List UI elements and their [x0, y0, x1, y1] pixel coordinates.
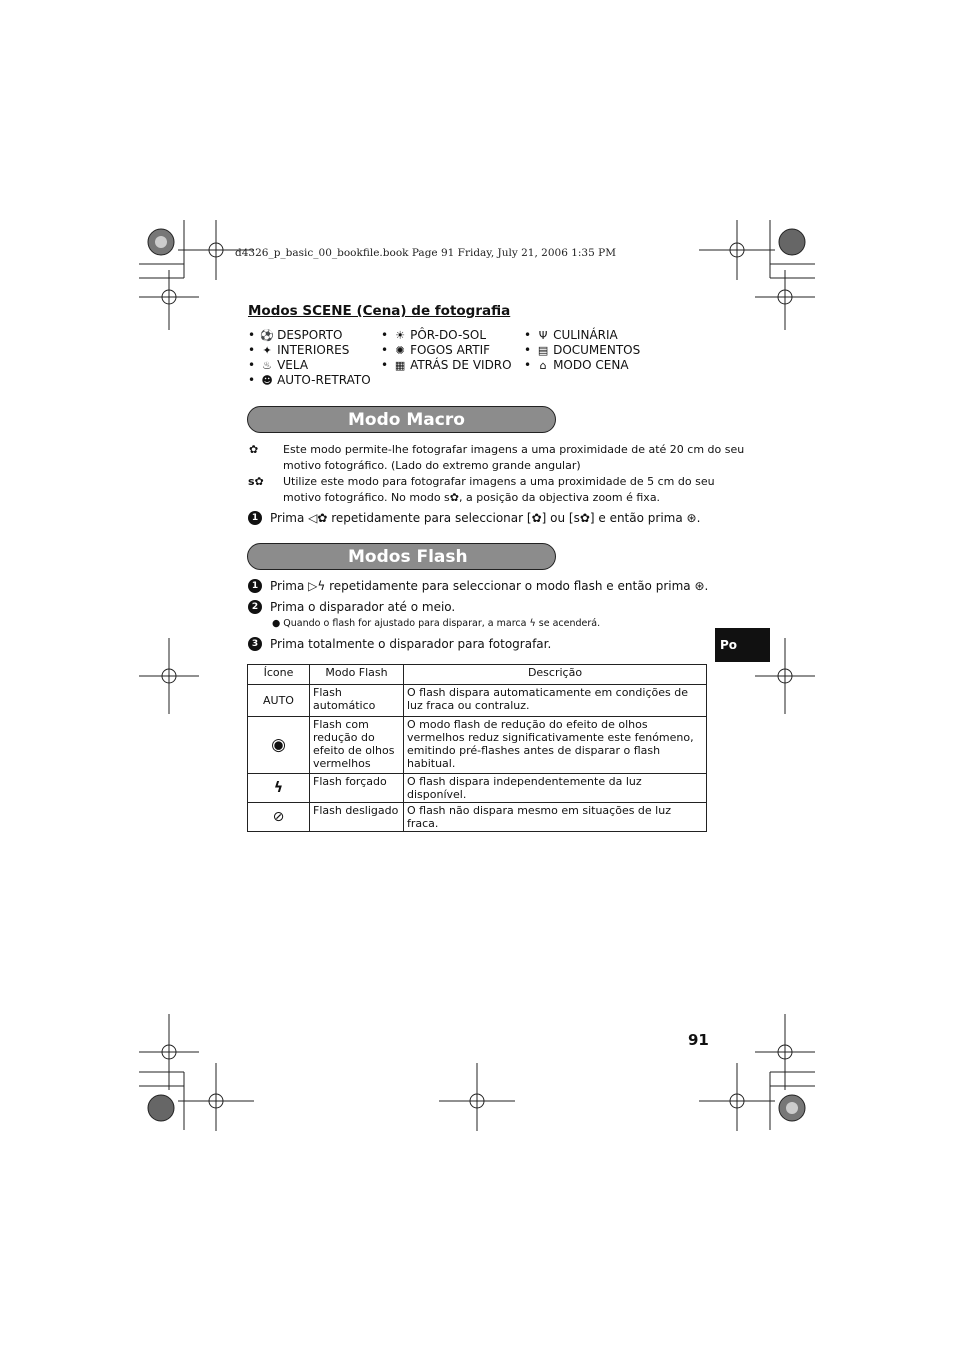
list-item: • ☀ PÔR-DO-SOL [381, 328, 487, 342]
scene-section-title: Modos SCENE (Cena) de fotografia [248, 303, 511, 319]
fireworks-icon: ✺ [395, 344, 405, 357]
indoor-icon: ✦ [262, 344, 272, 357]
list-item: • Ψ CULINÁRIA [524, 328, 618, 342]
list-item: • ▦ ATRÁS DE VIDRO [381, 358, 512, 372]
table-row: ⊘ Flash desligado O flash não dispara mesmo em situações de luz fraca. [248, 803, 707, 832]
list-item: • ⌂ MODO CENA [524, 358, 629, 372]
step-number: 1 [248, 579, 262, 593]
page-number: 91 [688, 1031, 709, 1049]
scene-list-col3 [524, 328, 640, 373]
red-eye-icon: ◉ [248, 717, 310, 774]
macro-section-heading: Modo Macro [247, 406, 556, 433]
macro-icon: ✿ [249, 443, 259, 456]
macro-description: Este modo permite-lhe fotografar imagens a uma proximidade de até 20 cm do seu motivo fotográfico. (Lado do extremo grande angular) [283, 443, 745, 472]
step-number: 2 [248, 600, 262, 614]
header-mode: Modo Flash [310, 665, 404, 685]
scene-list-col2 [381, 328, 512, 373]
flash-off-icon: ⊘ [248, 803, 310, 832]
table-row: AUTO Flash automático O flash dispara automaticamente em condições de luz fraca ou contraluz. [248, 685, 707, 717]
list-item: • ⚽ DESPORTO [248, 328, 343, 342]
list-item: • ☻ AUTO-RETRATO [248, 373, 371, 387]
step-number: 3 [248, 637, 262, 651]
self-portrait-icon: ☻ [261, 374, 273, 387]
supermacro-description: Utilize este modo para fotografar imagens a uma proximidade de 5 cm do seu motivo fotográfico. No modo s✿, a posição da objectiva zoom é fixa. [283, 475, 715, 504]
table-row: ϟ Flash forçado O flash dispara independentemente da luz disponível. [248, 774, 707, 803]
candle-icon: ♨ [262, 359, 273, 372]
list-item: • ✺ FOGOS ARTIF [381, 343, 491, 357]
flash-auto-icon: AUTO [248, 685, 310, 717]
file-header: d4326_p_basic_00_bookfile.book Page 91 Friday, July 21, 2006 1:35 PM [235, 247, 616, 259]
supermacro-icon: s✿ [248, 475, 264, 488]
scene-mode-icon: ⌂ [539, 359, 547, 372]
sunset-icon: ☀ [395, 329, 406, 342]
flash-forced-icon: ϟ [248, 774, 310, 803]
list-item: • ✦ INTERIORES [248, 343, 350, 357]
flash-section-heading: Modos Flash [247, 543, 556, 570]
list-item: • ▤ DOCUMENTOS [524, 343, 641, 357]
sport-icon: ⚽ [260, 329, 274, 342]
behind-glass-icon: ▦ [394, 359, 406, 372]
header-icon: Ícone [248, 665, 310, 685]
table-row: ◉ Flash com redução do efeito de olhos vermelhos O modo flash de redução do efeito de olhos vermelhos reduz significativamente este fenómeno, emitindo pré-flashes antes de disparar o flash habitual. [248, 717, 707, 774]
scene-list-col1 [248, 328, 371, 388]
header-description: Descrição [404, 665, 707, 685]
step-number: 1 [248, 511, 262, 525]
table-header-row [248, 665, 707, 685]
language-tab: Po [715, 628, 770, 662]
list-item: • ♨ VELA [248, 358, 309, 372]
cuisine-icon: Ψ [538, 329, 548, 342]
flash-step-2-note: ● Quando o flash for ajustado para disparar, a marca ϟ se acenderá. [272, 618, 601, 629]
documents-icon: ▤ [537, 344, 549, 357]
flash-modes-table [247, 664, 707, 832]
